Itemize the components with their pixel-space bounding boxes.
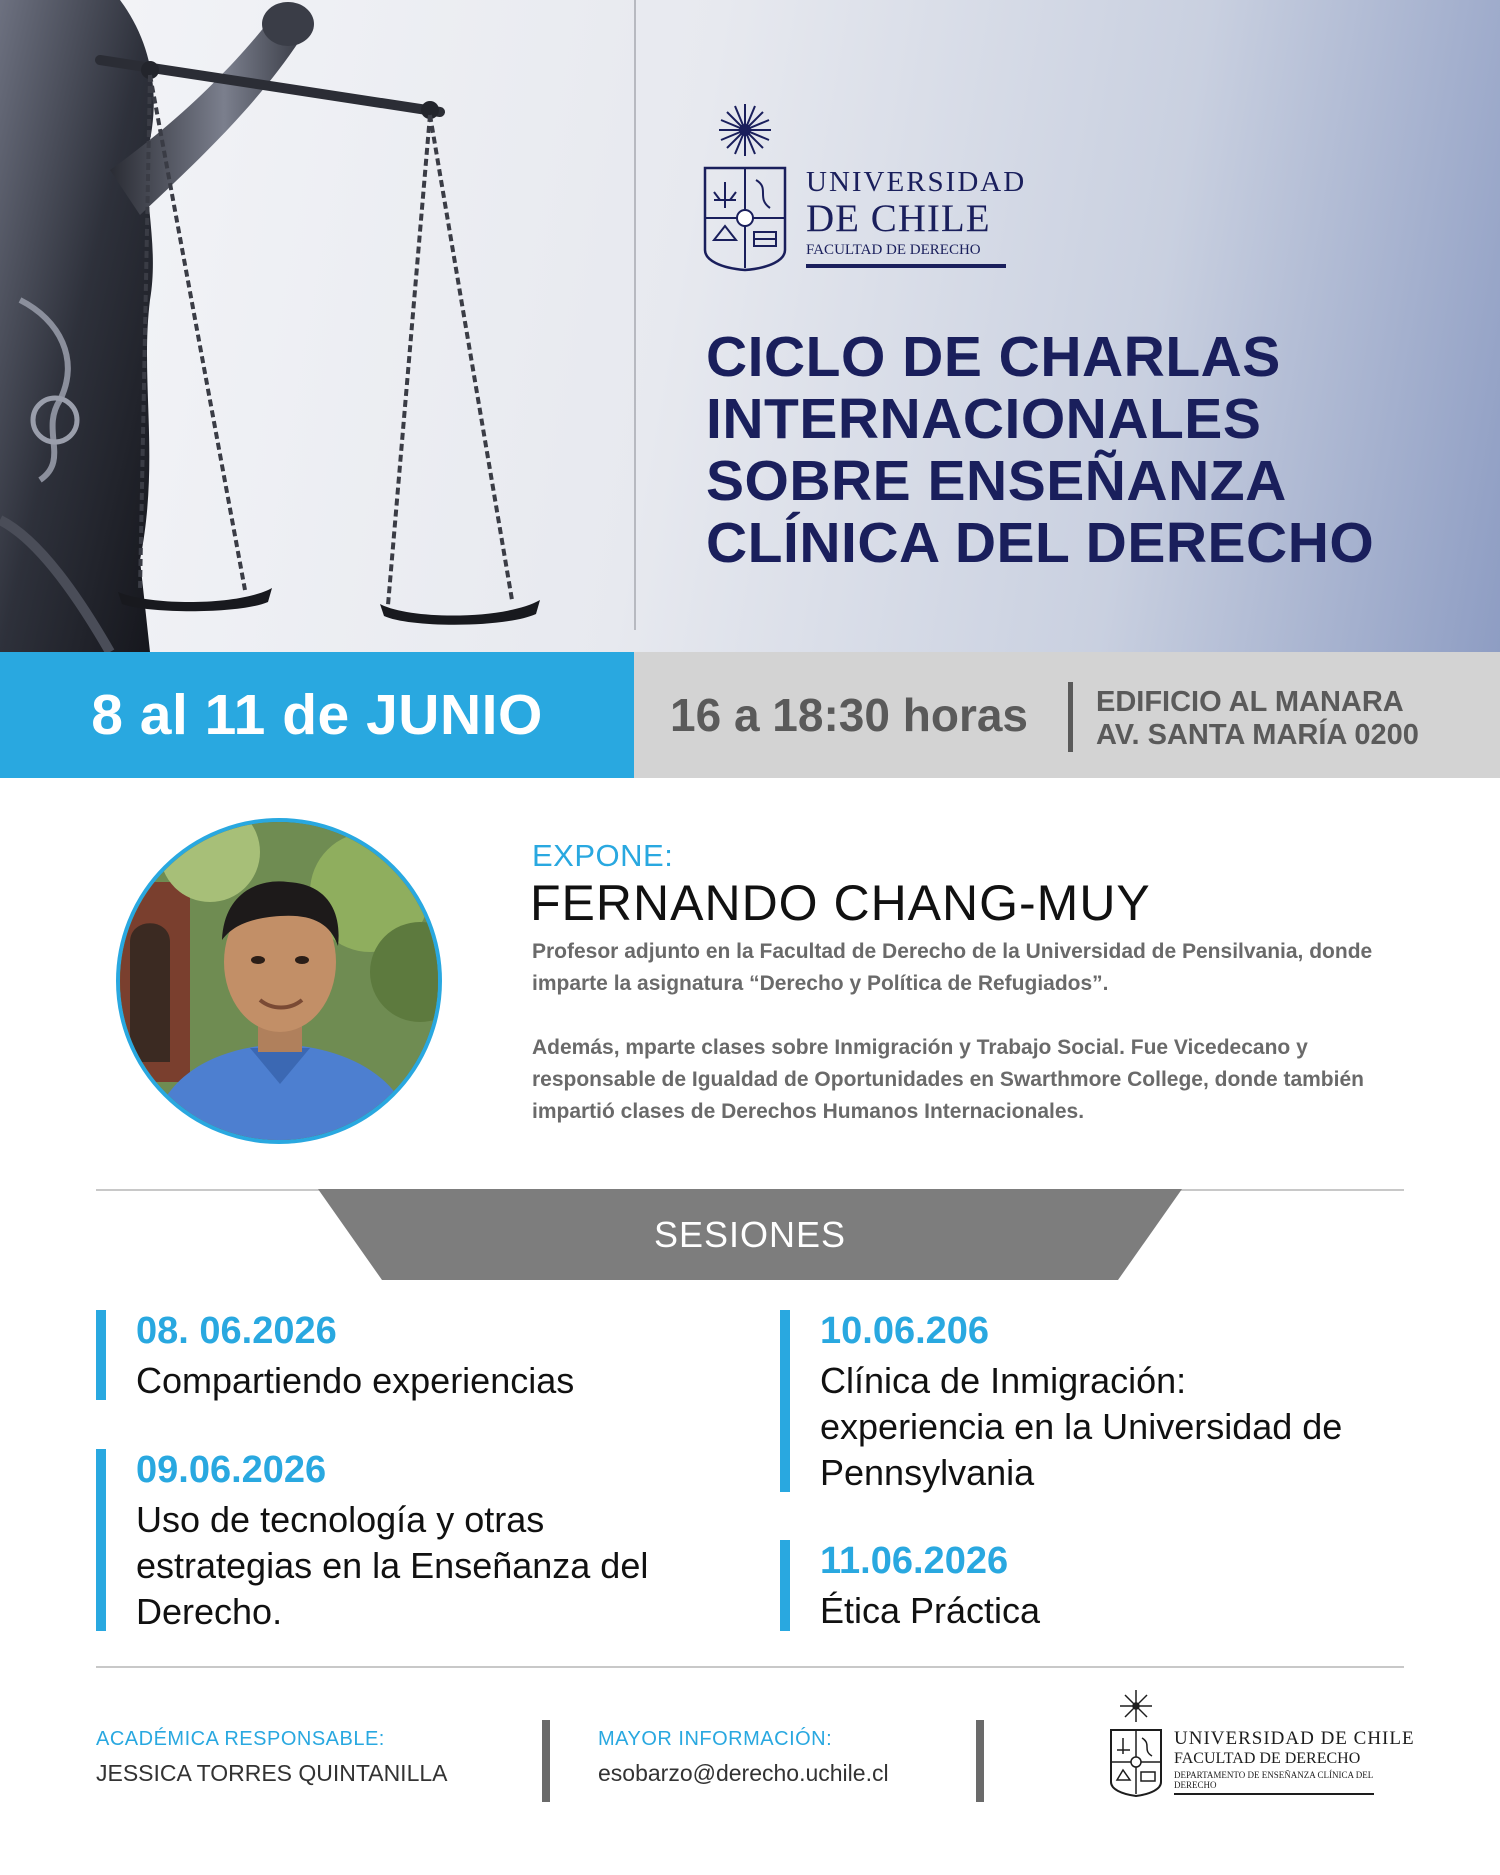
schedule-bar (634, 652, 1500, 778)
footer-logo-underline (1174, 1793, 1374, 1795)
faculty-name: FACULTAD DE DERECHO (806, 242, 981, 258)
department-logo (1108, 1688, 1415, 1798)
session-date: 10.06.206 (820, 1310, 990, 1352)
session-accent-bar (780, 1540, 790, 1631)
footer-divider (96, 1666, 1404, 1668)
contact-email-link[interactable]: esobarzo@derecho.uchile.cl (598, 1760, 889, 1786)
logo-underline (806, 264, 1006, 268)
session-topic: Uso de tecnología y otras estrategias en la Enseñanza del Derecho. (136, 1499, 649, 1632)
responsible-name: JESSICA TORRES QUINTANILLA (96, 1760, 448, 1786)
speaker-bio-paragraph: Profesor adjunto en la Facultad de Derecho de la Universidad de Pensilvania, donde imparte la asignatura “Derecho y Política de Refugiados”. (532, 940, 1373, 995)
sessions-heading: SESIONES (653, 1214, 847, 1255)
speaker-photo (116, 818, 442, 1144)
event-title-line: CICLO DE CHARLAS (706, 325, 1281, 389)
bar-separator (1068, 682, 1073, 752)
location-building: EDIFICIO AL MANARA (1096, 686, 1404, 718)
event-dates: 8 al 11 de JUNIO (91, 683, 543, 747)
session-item (780, 1540, 1400, 1631)
session-accent-bar (96, 1310, 106, 1400)
speaker-bio (532, 936, 1412, 1160)
session-date: 09.06.2026 (136, 1449, 327, 1491)
session-date: 08. 06.2026 (136, 1310, 337, 1352)
session-item (96, 1310, 656, 1400)
event-title (706, 326, 1466, 574)
speaker-name: FERNANDO CHANG-MUY (530, 875, 1151, 931)
session-item (780, 1310, 1400, 1492)
date-bar (0, 652, 634, 778)
footer-department-name: DEPARTAMENTO DE ENSEÑANZA CLÍNICA DEL DERECHO (1174, 1770, 1373, 1790)
university-logo (700, 100, 1027, 280)
footer-separator (542, 1720, 550, 1802)
session-date: 11.06.2026 (820, 1540, 1009, 1582)
session-accent-bar (780, 1310, 790, 1492)
responsible-label: ACADÉMICA RESPONSABLE: (96, 1728, 385, 1750)
hero-banner (0, 0, 1500, 652)
footer-university-name: UNIVERSIDAD DE CHILE (1174, 1728, 1415, 1749)
event-title-line: SOBRE ENSEÑANZA (706, 449, 1287, 513)
event-title-line: INTERNACIONALES (706, 387, 1262, 451)
session-topic: Compartiendo experiencias (136, 1360, 575, 1401)
university-name-line2: DE CHILE (806, 197, 991, 240)
university-name-line1: UNIVERSIDAD (806, 166, 1027, 198)
info-label: MAYOR INFORMACIÓN: (598, 1728, 833, 1750)
hero-divider (634, 0, 636, 630)
session-item (96, 1449, 656, 1631)
footer-faculty-name: FACULTAD DE DERECHO (1174, 1750, 1361, 1767)
speaker-portrait-image (120, 822, 438, 1140)
scales-of-justice-image (0, 0, 632, 652)
footer-separator (976, 1720, 984, 1802)
event-location (1096, 686, 1419, 752)
session-topic: Ética Práctica (820, 1590, 1041, 1631)
session-topic: Clínica de Inmigración: experiencia en la Universidad de Pennsylvania (820, 1360, 1343, 1493)
university-crest-icon (700, 100, 790, 272)
speaker-bio-paragraph: Además, mparte clases sobre Inmigración y Trabajo Social. Fue Vicedecano y responsable de Igualdad de Oportunidades en Swarthmore College, donde también impartió clases de Derechos Humanos Internacionales. (532, 1036, 1364, 1123)
event-title-line: CLÍNICA DEL DERECHO (706, 511, 1375, 575)
session-accent-bar (96, 1449, 106, 1631)
speaker-label: EXPONE: (532, 838, 674, 873)
university-crest-icon (1108, 1688, 1164, 1798)
event-time: 16 a 18:30 horas (670, 689, 1029, 741)
location-address: AV. SANTA MARÍA 0200 (1096, 719, 1419, 751)
